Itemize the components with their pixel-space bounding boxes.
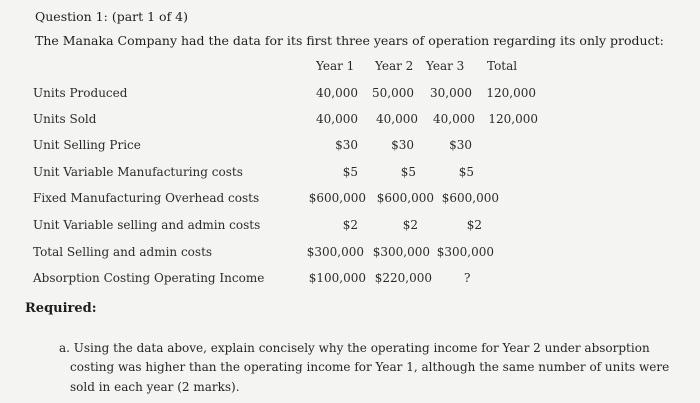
row-label-units-produced: Units Produced	[33, 86, 128, 100]
row-label-fixed-overhead: Fixed Manufacturing Overhead costs	[33, 191, 260, 205]
question-intro: The Manaka Company had the data for its first three years of operation regarding its only product:	[35, 33, 664, 48]
cell-units-sold-total: 120,000	[488, 112, 538, 126]
column-header-total: Total	[487, 59, 518, 73]
cell-total-selling-year-3: $300,000	[436, 245, 494, 259]
cell-absorption-income-year-2: $220,000	[374, 271, 432, 285]
row-label-unit-selling-price: Unit Selling Price	[33, 138, 141, 152]
part-a-line-2: costing was higher than the operating income for Year 1, although the same number of units were	[70, 360, 670, 374]
cell-units-produced-total: 120,000	[486, 86, 536, 100]
cell-total-selling-year-1: $300,000	[306, 245, 364, 259]
cell-absorption-income-year-3-unknown: ?	[464, 271, 471, 285]
cell-var-mfg-year-3: $5	[458, 165, 474, 179]
cell-units-produced-year-2: 50,000	[372, 86, 414, 100]
cell-fixed-overhead-year-1: $600,000	[308, 191, 366, 205]
row-label-unit-variable-selling-admin: Unit Variable selling and admin costs	[33, 218, 261, 232]
cell-units-sold-year-1: 40,000	[316, 112, 358, 126]
row-label-units-sold: Units Sold	[33, 112, 97, 126]
cell-selling-price-year-3: $30	[449, 138, 472, 152]
cell-units-sold-year-3: 40,000	[433, 112, 475, 126]
cell-var-mfg-year-1: $5	[342, 165, 358, 179]
cell-units-produced-year-3: 30,000	[430, 86, 472, 100]
cell-var-selling-year-1: $2	[342, 218, 358, 232]
cell-selling-price-year-2: $30	[391, 138, 414, 152]
cell-var-selling-year-3: $2	[466, 218, 482, 232]
part-a-line-3: sold in each year (2 marks).	[70, 380, 240, 394]
row-label-unit-variable-manufacturing: Unit Variable Manufacturing costs	[33, 165, 243, 179]
cell-fixed-overhead-year-3: $600,000	[441, 191, 499, 205]
column-header-year-3: Year 3	[426, 59, 465, 73]
row-label-absorption-income: Absorption Costing Operating Income	[33, 271, 265, 285]
cell-total-selling-year-2: $300,000	[372, 245, 430, 259]
cell-absorption-income-year-1: $100,000	[308, 271, 366, 285]
cell-var-selling-year-2: $2	[402, 218, 418, 232]
part-a-line-1: a. Using the data above, explain concisely why the operating income for Year 2 under absorption	[59, 341, 650, 355]
column-header-year-1: Year 1	[316, 59, 355, 73]
cell-units-sold-year-2: 40,000	[376, 112, 418, 126]
column-header-year-2: Year 2	[375, 59, 414, 73]
required-heading: Required:	[25, 301, 97, 316]
cell-units-produced-year-1: 40,000	[316, 86, 358, 100]
question-heading: Question 1: (part 1 of 4)	[35, 9, 189, 24]
cell-fixed-overhead-year-2: $600,000	[376, 191, 434, 205]
cell-var-mfg-year-2: $5	[400, 165, 416, 179]
cell-selling-price-year-1: $30	[335, 138, 358, 152]
row-label-total-selling-admin: Total Selling and admin costs	[33, 245, 213, 259]
